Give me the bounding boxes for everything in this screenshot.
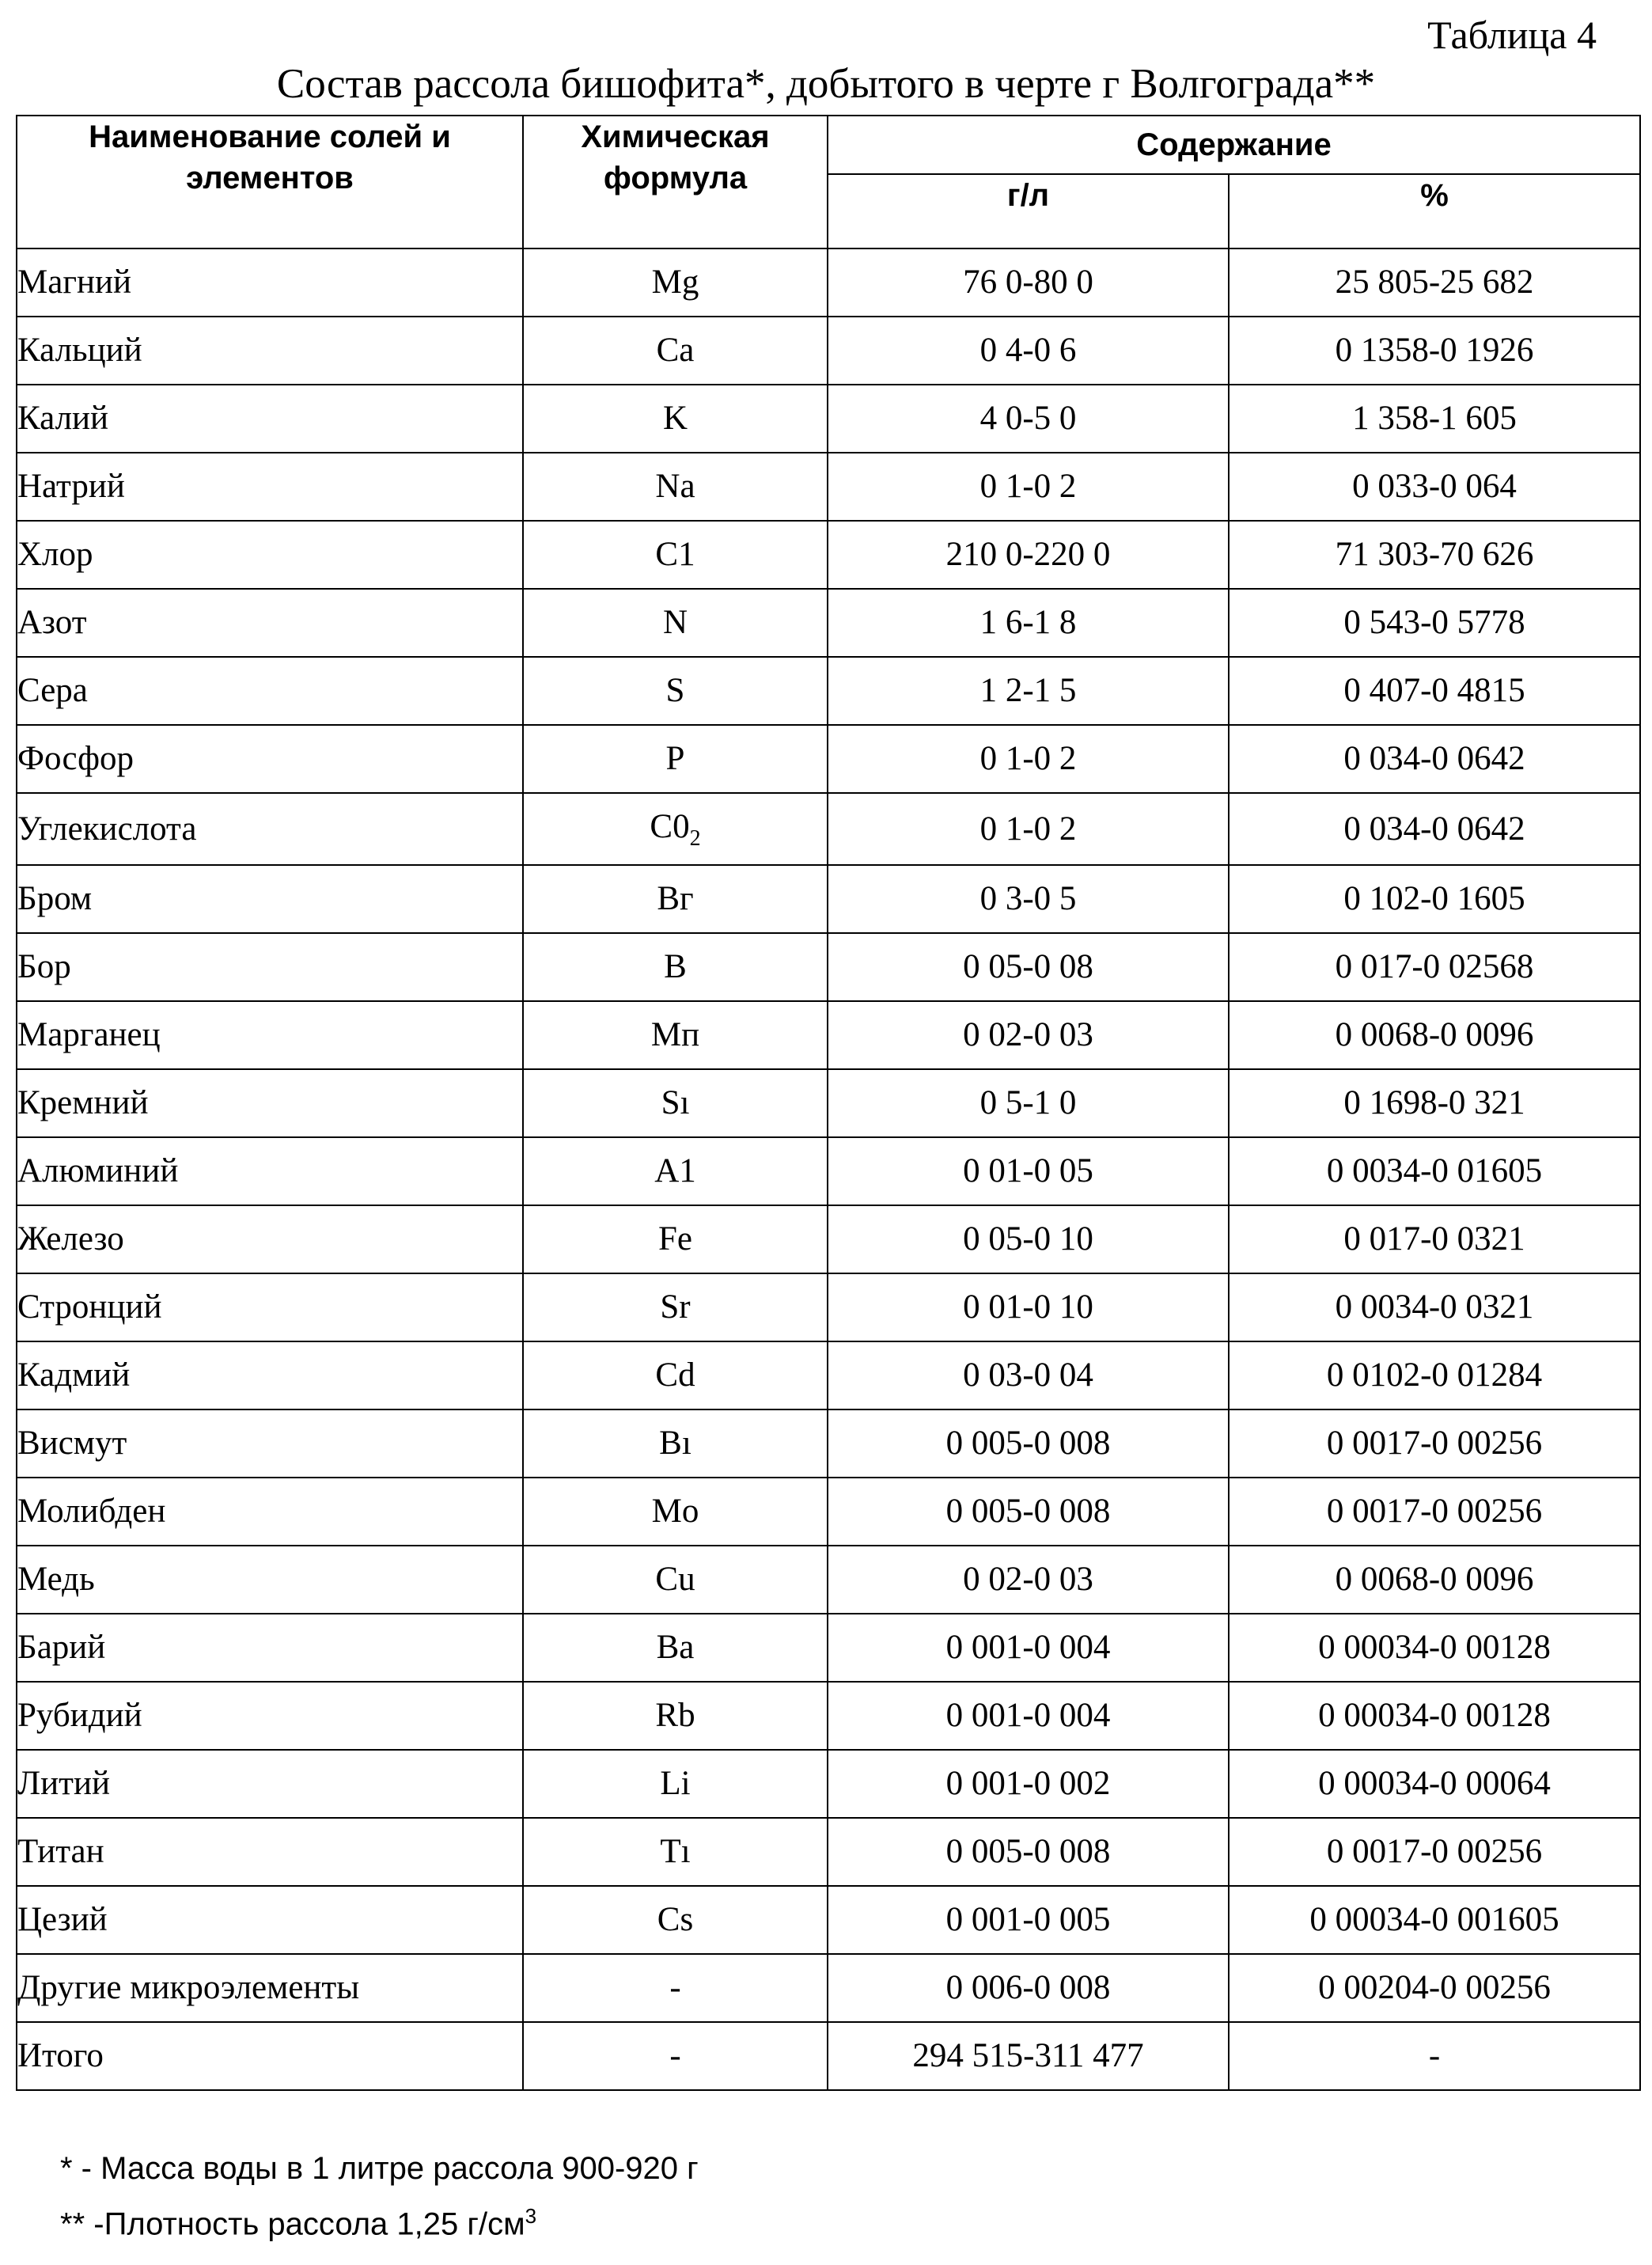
cell-name: Марганец <box>17 1001 523 1069</box>
table-label: Таблица 4 <box>1427 9 1597 60</box>
cell-gl: 0 01-0 05 <box>828 1137 1229 1205</box>
cell-name: Алюминий <box>17 1137 523 1205</box>
cell-pct: 0 0017-0 00256 <box>1229 1409 1640 1478</box>
cell-formula: Mп <box>523 1001 828 1069</box>
cell-gl: 4 0-5 0 <box>828 385 1229 453</box>
table-row <box>17 1886 1640 1954</box>
cell-formula: Sı <box>523 1069 828 1137</box>
cell-formula: A1 <box>523 1137 828 1205</box>
cell-gl: 0 006-0 008 <box>828 1954 1229 2022</box>
cell-formula: Fe <box>523 1205 828 1273</box>
cell-gl: 0 005-0 008 <box>828 1818 1229 1886</box>
cell-name: Калий <box>17 385 523 453</box>
cell-pct: 0 0034-0 01605 <box>1229 1137 1640 1205</box>
table-row <box>17 1478 1640 1546</box>
cell-name: Другие микроэлементы <box>17 1954 523 2022</box>
cell-gl: 210 0-220 0 <box>828 521 1229 589</box>
cell-pct: 0 034-0 0642 <box>1229 725 1640 793</box>
cell-name: Стронций <box>17 1273 523 1341</box>
cell-gl: 0 03-0 04 <box>828 1341 1229 1409</box>
cell-name: Итого <box>17 2022 523 2090</box>
cell-pct: 0 543-0 5778 <box>1229 589 1640 657</box>
cell-gl: 0 1-0 2 <box>828 793 1229 865</box>
footnote-water-mass: * - Масса воды в 1 литре рассола 900-920 г <box>60 2145 699 2192</box>
cell-name: Фосфор <box>17 725 523 793</box>
cell-pct: 71 303-70 626 <box>1229 521 1640 589</box>
cell-gl: 0 02-0 03 <box>828 1546 1229 1614</box>
header-name: Наименование солей и элементов <box>17 116 523 249</box>
cell-name: Медь <box>17 1546 523 1614</box>
cell-gl: 1 2-1 5 <box>828 657 1229 725</box>
cell-pct: 0 0017-0 00256 <box>1229 1818 1640 1886</box>
cell-name: Молибден <box>17 1478 523 1546</box>
cell-name: Литий <box>17 1750 523 1818</box>
cell-pct: 0 017-0 02568 <box>1229 933 1640 1001</box>
cell-gl: 0 05-0 08 <box>828 933 1229 1001</box>
cell-formula: P <box>523 725 828 793</box>
cell-formula: Ca <box>523 317 828 385</box>
table-row-total <box>17 2022 1640 2090</box>
cell-formula: Sr <box>523 1273 828 1341</box>
table-row <box>17 1205 1640 1273</box>
header-gl: г/л <box>828 174 1229 249</box>
cell-pct: 0 017-0 0321 <box>1229 1205 1640 1273</box>
cell-formula: Tı <box>523 1818 828 1886</box>
cell-gl: 0 3-0 5 <box>828 865 1229 933</box>
cell-formula: S <box>523 657 828 725</box>
table-row <box>17 1954 1640 2022</box>
cell-pct: 0 0017-0 00256 <box>1229 1478 1640 1546</box>
header-content: Содержание <box>828 116 1640 174</box>
formula-text: C0 <box>650 808 689 845</box>
table-row <box>17 1409 1640 1478</box>
header-formula: Химическая формула <box>523 116 828 249</box>
cell-formula: Mg <box>523 249 828 317</box>
cell-formula: Cu <box>523 1546 828 1614</box>
cell-formula: - <box>523 1954 828 2022</box>
table-row <box>17 249 1640 317</box>
cell-name: Висмут <box>17 1409 523 1478</box>
cell-formula: - <box>523 2022 828 2090</box>
table-row <box>17 793 1640 865</box>
cell-pct: 0 00034-0 00064 <box>1229 1750 1640 1818</box>
cell-pct: 0 00204-0 00256 <box>1229 1954 1640 2022</box>
cell-name: Азот <box>17 589 523 657</box>
cell-gl: 76 0-80 0 <box>828 249 1229 317</box>
cell-pct: 0 00034-0 00128 <box>1229 1614 1640 1682</box>
cell-formula: Li <box>523 1750 828 1818</box>
cell-name: Хлор <box>17 521 523 589</box>
cell-pct: 0 0068-0 0096 <box>1229 1546 1640 1614</box>
cell-formula: C1 <box>523 521 828 589</box>
cell-pct: 0 102-0 1605 <box>1229 865 1640 933</box>
table-row <box>17 1341 1640 1409</box>
cell-pct: 0 1358-0 1926 <box>1229 317 1640 385</box>
cell-pct: 0 0068-0 0096 <box>1229 1001 1640 1069</box>
table-row <box>17 317 1640 385</box>
table-row <box>17 657 1640 725</box>
footnote-density <box>60 2192 699 2248</box>
table-row <box>17 1137 1640 1205</box>
cell-gl: 0 001-0 004 <box>828 1682 1229 1750</box>
table-row <box>17 385 1640 453</box>
cell-formula: Bı <box>523 1409 828 1478</box>
cell-pct: 0 00034-0 00128 <box>1229 1682 1640 1750</box>
cell-gl: 0 4-0 6 <box>828 317 1229 385</box>
cell-formula: Mo <box>523 1478 828 1546</box>
cell-formula: Вг <box>523 865 828 933</box>
table-row <box>17 725 1640 793</box>
cell-formula: K <box>523 385 828 453</box>
cell-pct: 0 1698-0 321 <box>1229 1069 1640 1137</box>
cell-name: Углекислота <box>17 793 523 865</box>
cell-formula: Cd <box>523 1341 828 1409</box>
cell-name: Бор <box>17 933 523 1001</box>
table-row <box>17 1273 1640 1341</box>
cell-gl: 0 001-0 005 <box>828 1886 1229 1954</box>
table-row <box>17 1818 1640 1886</box>
table-caption: Состав рассола бишофита*, добытого в черте г Волгограда** <box>0 59 1652 109</box>
cell-formula <box>523 793 828 865</box>
cell-gl: 294 515-311 477 <box>828 2022 1229 2090</box>
cell-name: Барий <box>17 1614 523 1682</box>
cell-name: Магний <box>17 249 523 317</box>
footnote-density-sup: 3 <box>525 2204 536 2228</box>
cell-name: Рубидий <box>17 1682 523 1750</box>
cell-name: Титан <box>17 1818 523 1886</box>
cell-name: Железо <box>17 1205 523 1273</box>
cell-formula: Ba <box>523 1614 828 1682</box>
table-row <box>17 1682 1640 1750</box>
cell-gl: 0 001-0 002 <box>828 1750 1229 1818</box>
cell-name: Кальций <box>17 317 523 385</box>
cell-pct: 0 0034-0 0321 <box>1229 1273 1640 1341</box>
table-row <box>17 933 1640 1001</box>
table-row <box>17 1614 1640 1682</box>
footnote-density-text: ** -Плотность рассола 1,25 г/см <box>60 2206 525 2241</box>
cell-name: Сера <box>17 657 523 725</box>
cell-pct: 0 00034-0 001605 <box>1229 1886 1640 1954</box>
table-row <box>17 521 1640 589</box>
cell-pct: 0 407-0 4815 <box>1229 657 1640 725</box>
cell-gl: 0 005-0 008 <box>828 1409 1229 1478</box>
table-row <box>17 453 1640 521</box>
cell-formula: N <box>523 589 828 657</box>
cell-pct: 0 0102-0 01284 <box>1229 1341 1640 1409</box>
cell-gl: 0 1-0 2 <box>828 453 1229 521</box>
cell-formula: Na <box>523 453 828 521</box>
cell-gl: 0 001-0 004 <box>828 1614 1229 1682</box>
cell-name: Бром <box>17 865 523 933</box>
cell-pct: 0 033-0 064 <box>1229 453 1640 521</box>
table-body <box>17 249 1640 2090</box>
table-row <box>17 589 1640 657</box>
cell-name: Кадмий <box>17 1341 523 1409</box>
brine-composition-table <box>16 115 1641 2091</box>
table-row <box>17 865 1640 933</box>
cell-gl: 0 5-1 0 <box>828 1069 1229 1137</box>
cell-name: Кремний <box>17 1069 523 1137</box>
cell-name: Натрий <box>17 453 523 521</box>
cell-formula: B <box>523 933 828 1001</box>
cell-pct: 0 034-0 0642 <box>1229 793 1640 865</box>
cell-gl: 1 6-1 8 <box>828 589 1229 657</box>
cell-formula: Cs <box>523 1886 828 1954</box>
header-pct: % <box>1229 174 1640 249</box>
cell-name: Цезий <box>17 1886 523 1954</box>
footnotes <box>60 2145 699 2248</box>
formula-subscript: 2 <box>690 826 701 851</box>
table-row <box>17 1001 1640 1069</box>
cell-gl: 0 005-0 008 <box>828 1478 1229 1546</box>
cell-gl: 0 01-0 10 <box>828 1273 1229 1341</box>
cell-gl: 0 1-0 2 <box>828 725 1229 793</box>
cell-pct: 1 358-1 605 <box>1229 385 1640 453</box>
table-row <box>17 1546 1640 1614</box>
cell-pct: - <box>1229 2022 1640 2090</box>
table-row <box>17 1069 1640 1137</box>
cell-pct: 25 805-25 682 <box>1229 249 1640 317</box>
cell-gl: 0 05-0 10 <box>828 1205 1229 1273</box>
cell-gl: 0 02-0 03 <box>828 1001 1229 1069</box>
cell-formula: Rb <box>523 1682 828 1750</box>
table-row <box>17 1750 1640 1818</box>
